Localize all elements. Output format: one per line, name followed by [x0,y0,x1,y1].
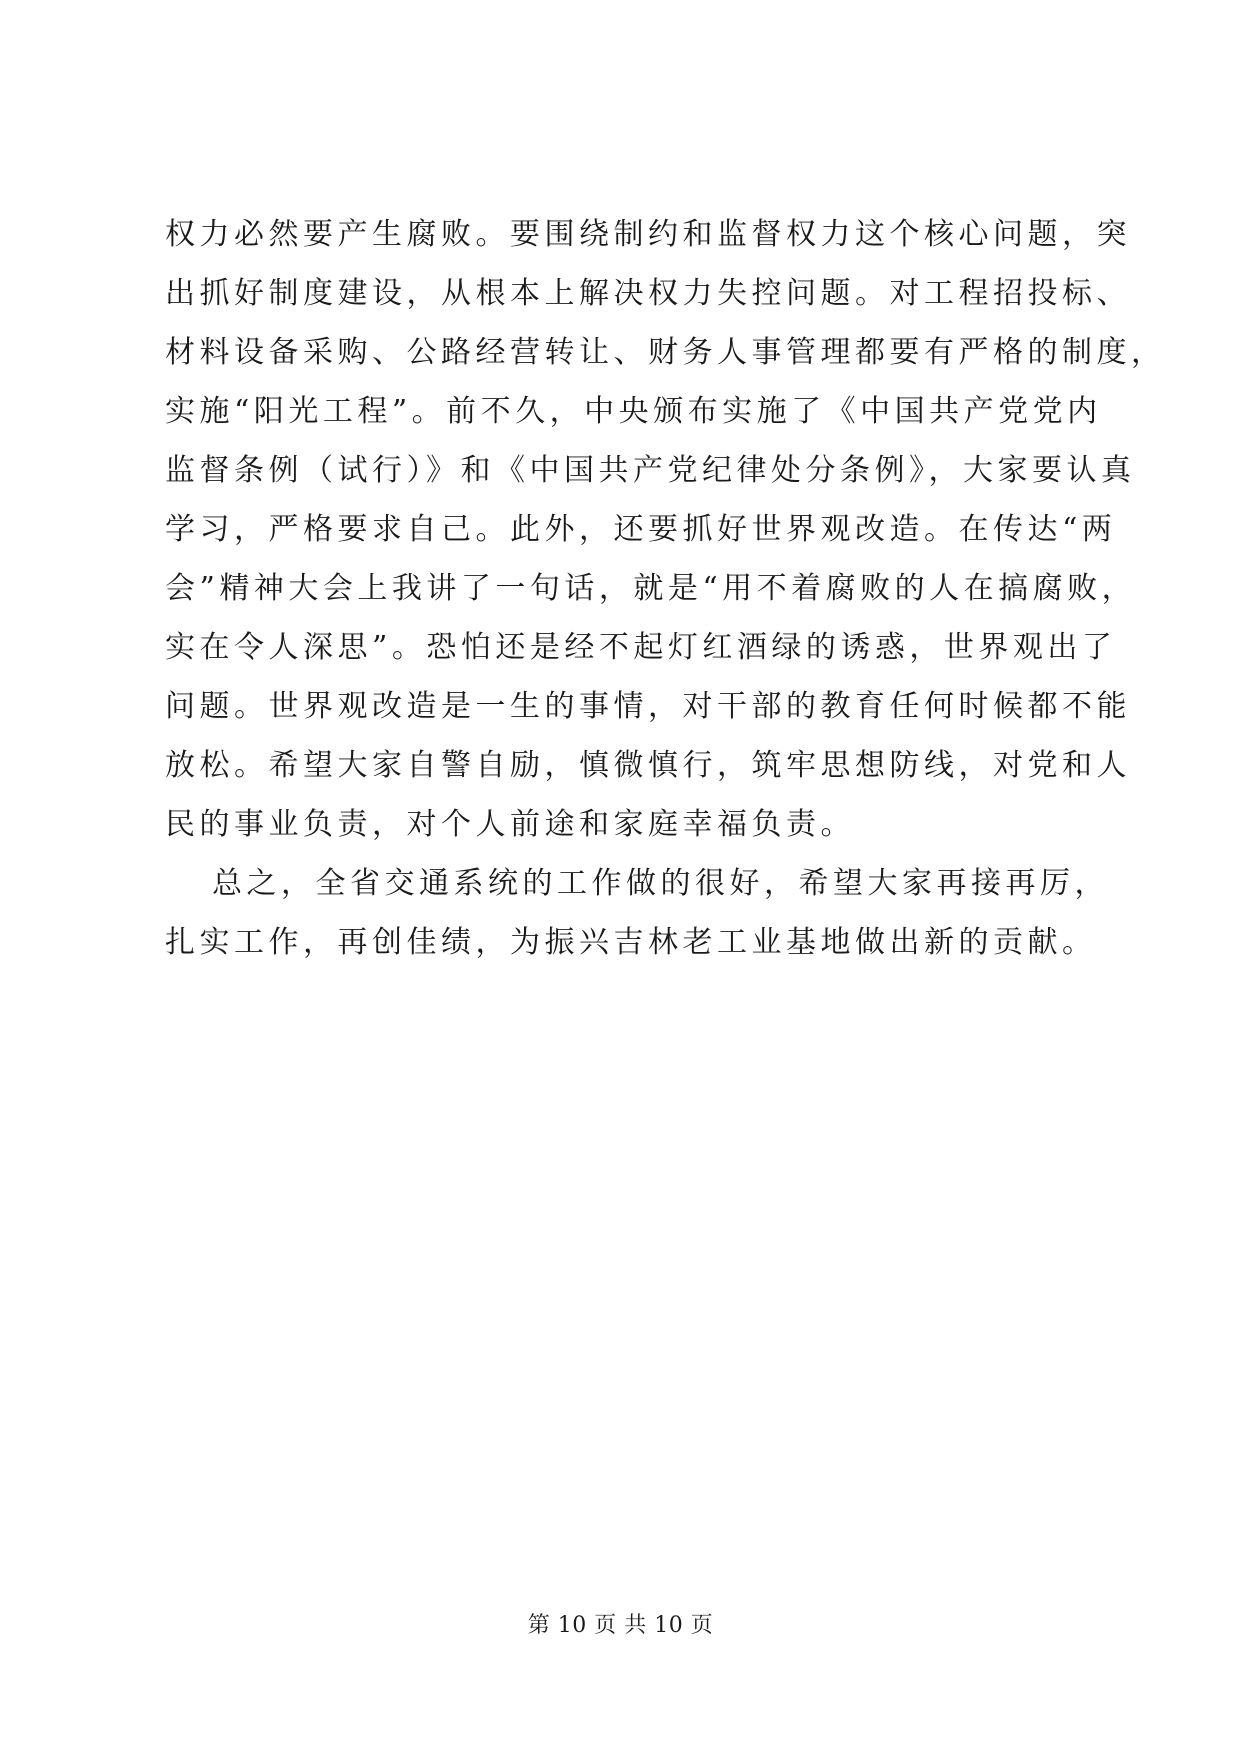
text-line: 实施“阳光工程”。前不久，中央颁布实施了《中国共产党党内 [165,394,1102,429]
text-line: 会”精神大会上我讲了一句话，就是“用不着腐败的人在搞腐败， [165,571,1137,606]
text-line: 学习，严格要求自己。此外，还要抓好世界观改造。在传达“两 [165,512,1117,547]
text-line: 材料设备采购、公路经营转让、财务人事管理都要有严格的制度， [165,335,1166,370]
paragraph-2 [165,854,1109,972]
text-line: 监督条例（试行）》和《中国共产党纪律处分条例》，大家要认真 [165,453,1136,488]
text-line: 实在令人深思”。恐怕还是经不起灯红酒绿的诱惑，世界观出了 [165,630,1117,665]
page-number-footer: 第 10 页 共 10 页 [527,1613,714,1638]
text-line: 扎实工作，再创佳绩，为振兴吉林老工业基地做出新的贡献。 [165,925,1097,960]
text-line: 总之，全省交通系统的工作做的很好，希望大家再接再厉， [212,866,1109,901]
text-line: 出抓好制度建设，从根本上解决权力失控问题。对工程招投标、 [165,276,1131,311]
paragraph-1 [165,205,1166,854]
text-line: 放松。希望大家自警自励，慎微慎行，筑牢思想防线，对党和人 [165,748,1131,783]
text-line: 权力必然要产生腐败。要围绕制约和监督权力这个核心问题，突 [165,217,1131,252]
document-body [165,205,1166,972]
text-line: 民的事业负责，对个人前途和家庭幸福负责。 [165,807,855,842]
text-line: 问题。世界观改造是一生的事情，对干部的教育任何时候都不能 [165,689,1131,724]
